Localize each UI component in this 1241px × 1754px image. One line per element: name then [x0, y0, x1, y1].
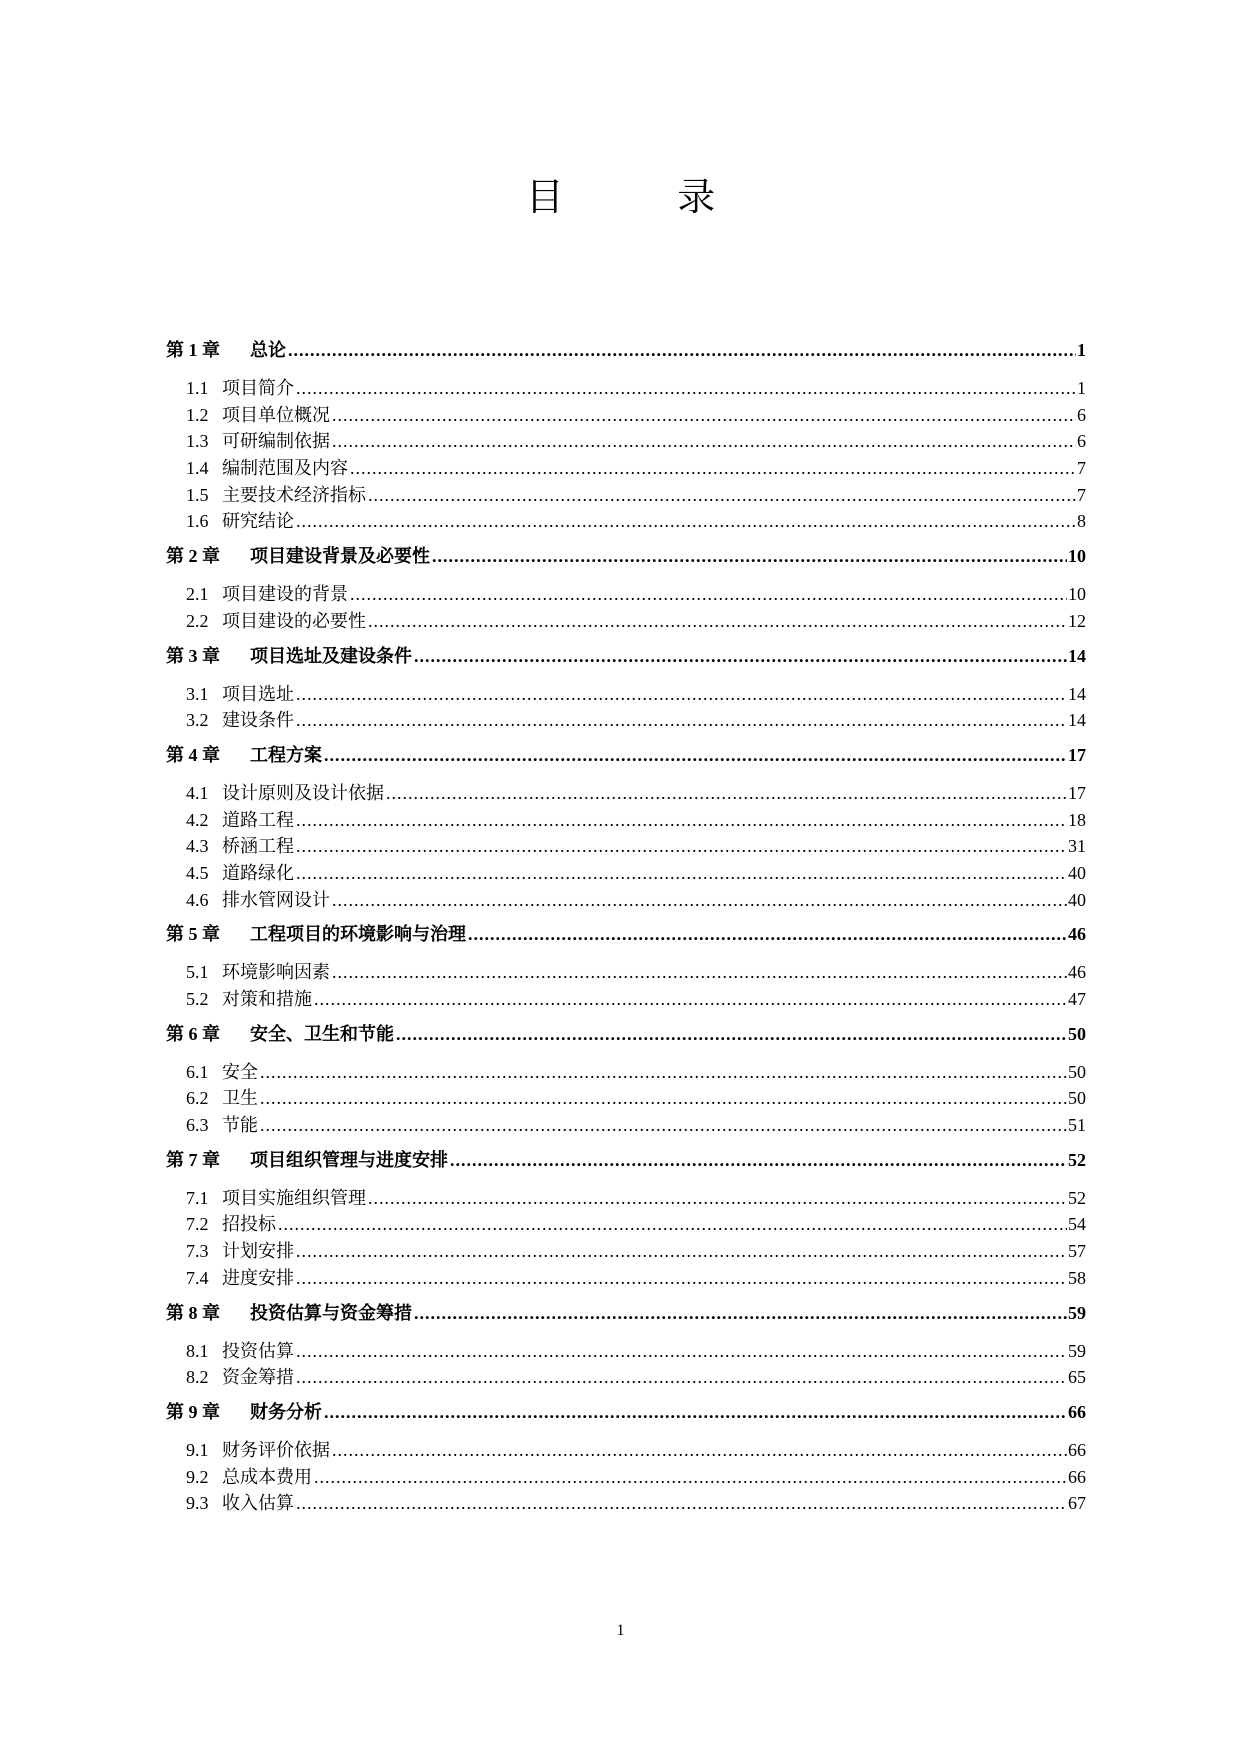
section-number: 4.2	[186, 809, 209, 830]
toc-section-entry[interactable]	[166, 1364, 1086, 1391]
section-title: 排水管网设计	[222, 889, 330, 910]
chapter-title: 工程项目的环境影响与治理	[250, 924, 466, 945]
section-page-number: 59	[1068, 1340, 1086, 1361]
toc-section-entry[interactable]	[166, 1464, 1086, 1491]
section-number: 6.1	[186, 1061, 209, 1082]
section-title: 项目选址	[222, 683, 294, 704]
dot-leader	[450, 1146, 1067, 1174]
section-page-number: 58	[1068, 1267, 1086, 1288]
toc-chapter-entry[interactable]	[166, 336, 1086, 364]
chapter-page-number: 1	[1077, 340, 1086, 360]
chapter-number: 第 3 章	[166, 645, 220, 666]
dot-leader	[296, 681, 1067, 708]
toc-section-entry[interactable]	[166, 428, 1086, 455]
section-number: 1.4	[186, 458, 209, 479]
chapter-number: 第 4 章	[166, 744, 220, 765]
dot-leader	[296, 707, 1067, 734]
section-title: 编制范围及内容	[222, 458, 348, 479]
section-title: 进度安排	[222, 1267, 294, 1288]
section-number: 5.1	[186, 962, 209, 983]
dot-leader	[368, 608, 1067, 635]
dot-leader	[296, 1338, 1067, 1365]
section-page-number: 66	[1068, 1466, 1086, 1487]
section-page-number: 50	[1068, 1088, 1086, 1109]
section-number: 6.3	[186, 1115, 209, 1136]
section-page-number: 67	[1068, 1493, 1086, 1514]
section-title: 卫生	[222, 1088, 258, 1109]
section-title: 收入估算	[222, 1493, 294, 1514]
section-page-number: 14	[1068, 710, 1086, 731]
section-title: 投资估算	[222, 1340, 294, 1361]
toc-chapter-entry[interactable]	[166, 741, 1086, 769]
section-title: 项目简介	[222, 378, 294, 398]
toc-section-entry[interactable]	[166, 1338, 1086, 1365]
section-page-number: 31	[1068, 836, 1086, 857]
dot-leader	[414, 642, 1067, 670]
dot-leader	[296, 508, 1076, 535]
chapter-page-number: 17	[1068, 744, 1086, 765]
chapter-page-number: 50	[1068, 1023, 1086, 1044]
chapter-page-number: 59	[1068, 1302, 1086, 1323]
section-number: 1.3	[186, 431, 209, 452]
section-page-number: 7	[1077, 484, 1086, 505]
toc-section-entry[interactable]	[166, 402, 1086, 429]
dot-leader	[396, 1020, 1067, 1048]
section-page-number: 7	[1077, 458, 1086, 479]
section-number: 3.1	[186, 683, 209, 704]
section-page-number: 12	[1068, 610, 1086, 631]
section-number: 7.3	[186, 1241, 209, 1262]
section-page-number: 65	[1068, 1367, 1086, 1388]
section-title: 道路工程	[222, 809, 294, 830]
toc-section-entry[interactable]	[166, 1211, 1086, 1238]
dot-leader	[260, 1059, 1067, 1086]
dot-leader	[296, 807, 1067, 834]
toc-section-entry[interactable]	[166, 455, 1086, 482]
section-title: 道路绿化	[222, 862, 294, 883]
toc-section-entry[interactable]	[166, 508, 1086, 535]
dot-leader	[260, 1085, 1067, 1112]
dot-leader	[324, 741, 1067, 769]
toc-section-entry[interactable]	[166, 959, 1086, 986]
toc-chapter-block	[166, 336, 1086, 535]
chapter-page-number: 46	[1068, 924, 1086, 945]
section-number: 4.5	[186, 862, 209, 883]
section-title: 资金筹措	[222, 1367, 294, 1388]
section-page-number: 54	[1068, 1214, 1086, 1235]
section-title: 项目建设的必要性	[222, 610, 366, 631]
section-page-number: 40	[1068, 862, 1086, 883]
section-page-number: 18	[1068, 809, 1086, 830]
toc-chapter-block	[166, 642, 1086, 734]
section-page-number: 8	[1077, 511, 1086, 532]
section-title: 环境影响因素	[222, 962, 330, 983]
section-number: 8.2	[186, 1367, 209, 1388]
section-title: 项目实施组织管理	[222, 1187, 366, 1208]
dot-leader	[324, 1398, 1067, 1426]
toc-section-entry[interactable]	[166, 1490, 1086, 1517]
chapter-title: 投资估算与资金筹措	[250, 1302, 412, 1323]
dot-leader	[296, 1364, 1067, 1391]
section-title: 建设条件	[222, 710, 294, 731]
toc-section-entry[interactable]	[166, 608, 1086, 635]
section-page-number: 66	[1068, 1439, 1086, 1460]
toc-section-entry[interactable]	[166, 707, 1086, 734]
section-title: 桥涵工程	[222, 836, 294, 857]
section-title: 项目单位概况	[222, 404, 330, 425]
section-number: 9.3	[186, 1493, 209, 1514]
page-title: 目 录	[525, 177, 768, 219]
section-title: 研究结论	[222, 511, 294, 532]
section-number: 4.3	[186, 836, 209, 857]
section-title: 可研编制依据	[222, 431, 330, 452]
dot-leader	[296, 1265, 1067, 1292]
section-number: 2.2	[186, 610, 209, 631]
chapter-number: 第 5 章	[166, 924, 220, 945]
toc-section-entry[interactable]	[166, 1185, 1086, 1212]
chapter-page-number: 10	[1068, 546, 1086, 567]
section-number: 7.1	[186, 1187, 209, 1208]
chapter-page-number: 52	[1068, 1149, 1086, 1170]
dot-leader	[296, 375, 1076, 402]
section-title: 财务评价依据	[222, 1439, 330, 1460]
dot-leader	[314, 986, 1067, 1013]
section-number: 8.1	[186, 1340, 209, 1361]
section-number: 9.2	[186, 1466, 209, 1487]
chapter-page-number: 66	[1068, 1401, 1086, 1422]
toc-chapter-entry[interactable]	[166, 1398, 1086, 1426]
toc-chapter-block	[166, 1398, 1086, 1517]
toc-chapter-entry[interactable]	[166, 642, 1086, 670]
toc-section-entry[interactable]	[166, 375, 1086, 402]
toc-section-entry[interactable]	[166, 986, 1086, 1013]
toc-section-entry[interactable]	[166, 1265, 1086, 1292]
toc-chapter-block	[166, 542, 1086, 634]
chapter-number: 第 1 章	[166, 340, 220, 360]
chapter-title: 项目建设背景及必要性	[250, 546, 430, 567]
toc-section-entry[interactable]	[166, 681, 1086, 708]
toc-section-entry[interactable]	[166, 482, 1086, 509]
toc-section-entry[interactable]	[166, 860, 1086, 887]
chapter-number: 第 6 章	[166, 1023, 220, 1044]
dot-leader	[350, 455, 1076, 482]
section-title: 计划安排	[222, 1241, 294, 1262]
section-page-number: 17	[1068, 782, 1086, 803]
chapter-title: 安全、卫生和节能	[250, 1023, 394, 1044]
section-page-number: 51	[1068, 1115, 1086, 1136]
toc-chapter-block	[166, 1146, 1086, 1292]
section-number: 9.1	[186, 1439, 209, 1460]
section-page-number: 14	[1068, 683, 1086, 704]
dot-leader	[468, 920, 1067, 948]
chapter-number: 第 7 章	[166, 1149, 220, 1170]
chapter-title: 工程方案	[250, 744, 322, 765]
section-number: 1.2	[186, 404, 209, 425]
section-title: 主要技术经济指标	[222, 484, 366, 505]
dot-leader	[288, 336, 1076, 364]
section-title: 设计原则及设计依据	[222, 782, 384, 803]
dot-leader	[332, 1437, 1067, 1464]
dot-leader	[278, 1211, 1067, 1238]
toc-chapter-entry[interactable]	[166, 1146, 1086, 1174]
toc-section-entry[interactable]	[166, 1085, 1086, 1112]
toc-chapter-block	[166, 1299, 1086, 1391]
table-of-contents	[166, 336, 1086, 1524]
dot-leader	[296, 1490, 1067, 1517]
dot-leader	[332, 402, 1076, 429]
toc-chapter-block	[166, 1020, 1086, 1139]
section-page-number: 52	[1068, 1187, 1086, 1208]
section-number: 6.2	[186, 1088, 209, 1109]
toc-chapter-entry[interactable]	[166, 920, 1086, 948]
toc-section-entry[interactable]	[166, 1059, 1086, 1086]
chapter-number: 第 8 章	[166, 1302, 220, 1323]
chapter-number: 第 9 章	[166, 1401, 220, 1422]
dot-leader	[332, 887, 1067, 914]
chapter-title: 项目选址及建设条件	[250, 645, 412, 666]
section-page-number: 40	[1068, 889, 1086, 910]
section-number: 4.1	[186, 782, 209, 803]
section-number: 7.2	[186, 1214, 209, 1235]
section-title: 安全	[222, 1061, 258, 1082]
dot-leader	[432, 542, 1067, 570]
section-number: 2.1	[186, 584, 209, 605]
dot-leader	[332, 428, 1076, 455]
section-page-number: 46	[1068, 962, 1086, 983]
toc-section-entry[interactable]	[166, 1112, 1086, 1139]
toc-chapter-block	[166, 920, 1086, 1012]
section-page-number: 47	[1068, 989, 1086, 1009]
dot-leader	[368, 1185, 1067, 1212]
toc-section-entry[interactable]	[166, 1437, 1086, 1464]
section-title: 招投标	[222, 1214, 276, 1235]
section-page-number: 50	[1068, 1061, 1086, 1082]
dot-leader	[314, 1464, 1067, 1491]
toc-chapter-entry[interactable]	[166, 1299, 1086, 1327]
dot-leader	[260, 1112, 1067, 1139]
section-page-number: 6	[1077, 404, 1086, 425]
section-title: 节能	[222, 1115, 258, 1136]
chapter-title: 总论	[250, 340, 286, 360]
section-page-number: 57	[1068, 1241, 1086, 1262]
section-number: 4.6	[186, 889, 209, 910]
dot-leader	[296, 860, 1067, 887]
chapter-page-number: 14	[1068, 645, 1086, 666]
toc-section-entry[interactable]	[166, 780, 1086, 807]
dot-leader	[414, 1299, 1067, 1327]
toc-section-entry[interactable]	[166, 1238, 1086, 1265]
chapter-title: 项目组织管理与进度安排	[250, 1149, 448, 1170]
section-title: 项目建设的背景	[222, 584, 348, 605]
section-page-number: 1	[1077, 378, 1086, 398]
chapter-title: 财务分析	[250, 1401, 322, 1422]
section-number: 7.4	[186, 1267, 209, 1288]
dot-leader	[296, 1238, 1067, 1265]
section-page-number: 10	[1068, 584, 1086, 605]
dot-leader	[350, 581, 1067, 608]
toc-section-entry[interactable]	[166, 887, 1086, 914]
chapter-number: 第 2 章	[166, 546, 220, 567]
section-number: 1.6	[186, 511, 209, 532]
dot-leader	[386, 780, 1067, 807]
section-title: 总成本费用	[222, 1466, 312, 1487]
section-number: 3.2	[186, 710, 209, 731]
toc-section-entry[interactable]	[166, 833, 1086, 860]
section-title: 对策和措施	[222, 989, 312, 1009]
toc-section-entry[interactable]	[166, 807, 1086, 834]
dot-leader	[296, 833, 1067, 860]
section-page-number: 6	[1077, 431, 1086, 452]
toc-chapter-block	[166, 741, 1086, 913]
toc-chapter-entry[interactable]	[166, 1020, 1086, 1048]
section-number: 1.5	[186, 484, 209, 505]
section-number: 5.2	[186, 989, 209, 1009]
dot-leader	[368, 482, 1076, 509]
page-number: 1	[616, 1622, 625, 1639]
toc-chapter-entry[interactable]	[166, 542, 1086, 570]
dot-leader	[332, 959, 1067, 986]
toc-section-entry[interactable]	[166, 581, 1086, 608]
section-number: 1.1	[186, 378, 209, 398]
